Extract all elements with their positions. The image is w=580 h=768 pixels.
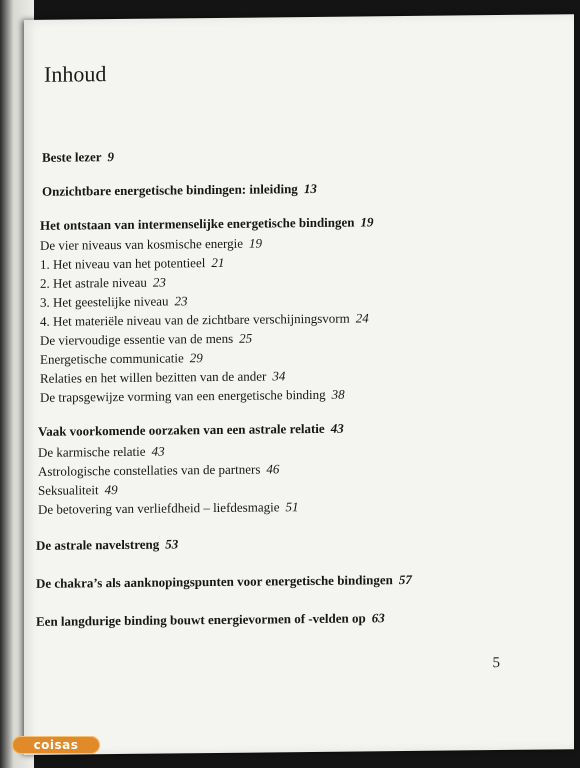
toc-entry [40, 291, 188, 312]
toc-entry [40, 234, 262, 255]
toc-entry-page: 29 [189, 350, 203, 366]
toc-entry [40, 366, 285, 388]
toc-entry-page: 13 [303, 180, 317, 197]
toc-entry [38, 442, 165, 462]
toc-entry-page: 24 [355, 310, 369, 326]
toc-entry-title: Een langdurige binding bouwt energievormen of -velden op [36, 610, 366, 629]
toc-entry-page: 23 [174, 293, 188, 309]
toc-entry [36, 536, 178, 553]
toc-entry-page: 63 [371, 610, 385, 626]
toc-entry [36, 572, 412, 592]
page-number: 5 [492, 655, 500, 672]
toc-entry [42, 181, 317, 200]
toc-entry [38, 480, 118, 500]
toc-entry [38, 421, 344, 440]
toc-entry-title: Onzichtbare energetische bindingen: inleiding [42, 181, 298, 199]
toc-entry-page: 25 [239, 330, 253, 346]
toc-entry-title: De trapsgewijze vorming van een energetische binding [40, 386, 326, 405]
toc-entry-title: 1. Het niveau van het potentieel [40, 255, 206, 272]
toc-entry-title: De vier niveaus van kosmische energie [40, 235, 243, 253]
toc-entry-page: 38 [331, 386, 345, 402]
toc-entry-page: 51 [285, 499, 299, 515]
toc-entry-title: De karmische relatie [38, 443, 146, 460]
page-title: Inhoud [44, 61, 107, 87]
book-page [24, 14, 574, 755]
toc-entry [38, 497, 299, 519]
watermark-logo: coisas [12, 736, 100, 754]
toc-entry [42, 149, 114, 166]
toc-entry-title: Energetische communicatie [40, 350, 184, 367]
toc-entry [36, 610, 385, 630]
toc-entry-title: Astrologische constellaties van de partners [38, 461, 261, 479]
toc-entry-title: De chakra’s als aanknopingspunten voor energetische bindingen [36, 572, 393, 591]
toc-entry [40, 214, 374, 233]
toc-entry-title: Het ontstaan van intermenselijke energetische bindingen [40, 214, 355, 233]
toc-entry-page: 9 [107, 149, 115, 165]
toc-entry-page: 19 [360, 214, 374, 230]
toc-entry-title: Relaties en het willen bezitten van de ander [40, 368, 267, 386]
toc-entry [40, 329, 252, 350]
toc-entry-title: 2. Het astrale niveau [40, 274, 147, 291]
toc-entry [40, 273, 166, 293]
toc-entry-page: 46 [266, 461, 280, 477]
toc-entry [40, 308, 369, 330]
toc-entry [40, 348, 203, 369]
toc-entry-title: De viervoudige essentie van de mens [40, 330, 234, 348]
toc-entry-page: 34 [272, 368, 286, 384]
toc-entry-page: 43 [151, 443, 165, 459]
toc-entry-title: 4. Het materiële niveau van de zichtbare verschijningsvorm [40, 310, 350, 329]
toc-entry-page: 49 [104, 482, 118, 498]
toc-entry-page: 23 [152, 274, 166, 290]
toc-entry-title: Beste lezer [42, 149, 102, 165]
toc-entry-page: 53 [165, 536, 179, 552]
toc-entry-page: 43 [330, 420, 344, 436]
toc-entry-title: Vaak voorkomende oorzaken van een astrale relatie [38, 420, 325, 439]
toc-entry-title: De astrale navelstreng [36, 536, 160, 553]
toc-entry-title: 3. Het geestelijke niveau [40, 293, 169, 310]
toc-entry-title: De betovering van verliefdheid – liefdesmagie [38, 499, 280, 517]
toc-entry [38, 459, 279, 481]
toc-entry [40, 253, 224, 274]
toc-entry-title: Seksualiteit [38, 482, 99, 498]
toc-entry [40, 385, 345, 407]
toc-entry-page: 19 [249, 235, 262, 251]
toc-entry-page: 21 [211, 254, 225, 271]
toc-entry-page: 57 [398, 571, 412, 588]
table-of-contents [34, 142, 554, 629]
